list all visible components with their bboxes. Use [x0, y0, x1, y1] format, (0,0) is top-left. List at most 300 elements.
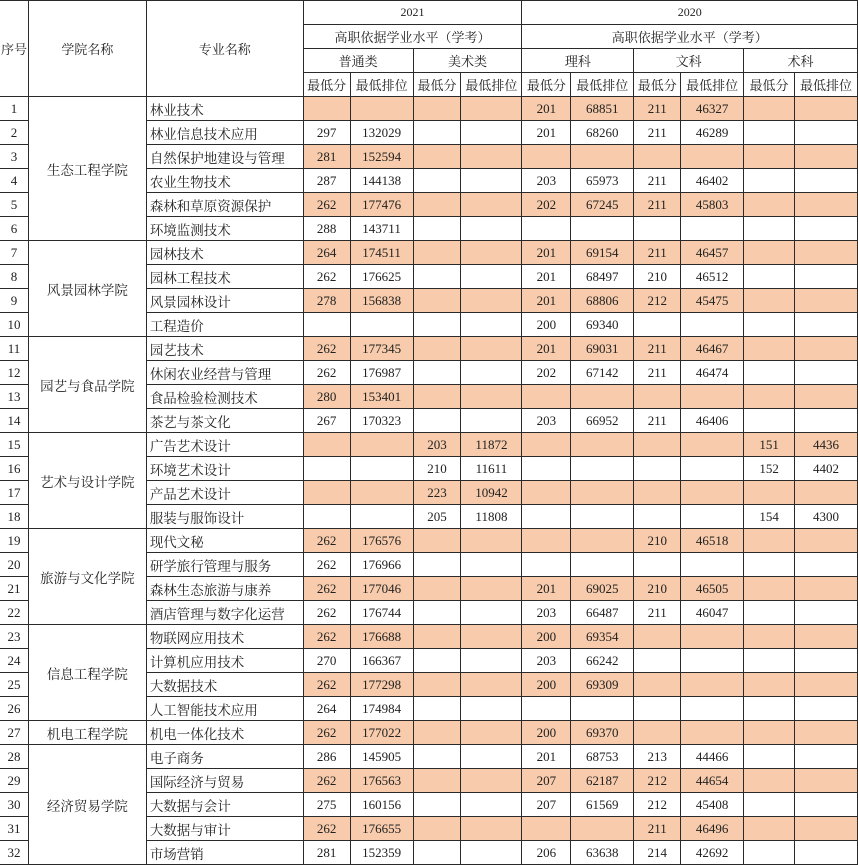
cell-2020-arts-min-score: 213 — [634, 745, 681, 769]
cell-2021-art-min-rank — [461, 601, 522, 625]
cell-2020-science-min-score — [522, 481, 571, 505]
cell-2020-skill-min-score — [744, 121, 795, 145]
cell-2020-skill-min-rank — [795, 385, 858, 409]
cell-2020-science-min-rank — [571, 433, 634, 457]
cell-major: 机电一体化技术 — [146, 721, 303, 745]
cell-major: 计算机应用技术 — [146, 649, 303, 673]
cell-2021-art-min-rank — [461, 553, 522, 577]
table-row — [0, 745, 858, 769]
cell-2020-skill-min-rank — [795, 481, 858, 505]
cell-major: 工程造价 — [146, 313, 303, 337]
cell-2020-arts-min-rank: 46406 — [681, 409, 744, 433]
cell-2021-general-min-score: 270 — [303, 649, 350, 673]
cell-seq: 9 — [0, 289, 28, 313]
cell-2020-arts-min-score — [634, 481, 681, 505]
cell-2020-arts-min-rank: 46518 — [681, 529, 744, 553]
cell-seq: 4 — [0, 169, 28, 193]
cell-major: 风景园林设计 — [146, 289, 303, 313]
cell-2020-skill-min-score — [744, 169, 795, 193]
cell-2020-science-min-rank — [571, 697, 634, 721]
cell-2021-art-min-rank — [461, 289, 522, 313]
cell-2020-arts-min-rank — [681, 313, 744, 337]
cell-2021-general-min-rank — [350, 481, 413, 505]
cell-2020-science-min-score — [522, 457, 571, 481]
cell-2020-skill-min-score — [744, 601, 795, 625]
header-2020-arts: 文科 — [634, 49, 744, 73]
cell-2020-science-min-rank — [571, 817, 634, 841]
cell-2020-science-min-rank: 67142 — [571, 361, 634, 385]
cell-major: 森林和草原资源保护 — [146, 193, 303, 217]
table-row — [0, 625, 858, 649]
cell-2020-arts-min-score: 214 — [634, 841, 681, 865]
cell-2021-general-min-rank: 143711 — [350, 217, 413, 241]
cell-2021-art-min-rank — [461, 97, 522, 121]
cell-2021-general-min-score — [303, 481, 350, 505]
cell-2020-arts-min-rank — [681, 505, 744, 529]
cell-2020-science-min-score — [522, 217, 571, 241]
cell-2021-art-min-score — [413, 721, 461, 745]
header-min-rank: 最低排位 — [571, 73, 634, 97]
cell-2021-art-min-score — [413, 361, 461, 385]
cell-2020-skill-min-rank — [795, 673, 858, 697]
cell-2020-skill-min-score — [744, 841, 795, 865]
cell-2020-science-min-rank — [571, 385, 634, 409]
cell-2020-arts-min-score — [634, 457, 681, 481]
header-min-score: 最低分 — [303, 73, 350, 97]
cell-seq: 7 — [0, 241, 28, 265]
cell-college: 经济贸易学院 — [28, 745, 146, 865]
cell-2020-arts-min-rank — [681, 385, 744, 409]
cell-2020-science-min-score: 207 — [522, 793, 571, 817]
cell-seq: 18 — [0, 505, 28, 529]
cell-2020-skill-min-score — [744, 385, 795, 409]
cell-2021-art-min-rank — [461, 145, 522, 169]
cell-2020-arts-min-score — [634, 697, 681, 721]
cell-seq: 14 — [0, 409, 28, 433]
cell-2021-general-min-score: 262 — [303, 553, 350, 577]
cell-2020-skill-min-score — [744, 361, 795, 385]
cell-2021-art-min-score — [413, 169, 461, 193]
cell-2020-arts-min-score — [634, 649, 681, 673]
cell-2020-science-min-score: 202 — [522, 193, 571, 217]
cell-major: 现代文秘 — [146, 529, 303, 553]
cell-2020-science-min-score: 203 — [522, 649, 571, 673]
cell-2020-skill-min-score — [744, 289, 795, 313]
cell-2020-skill-min-rank: 4402 — [795, 457, 858, 481]
cell-2021-art-min-score — [413, 289, 461, 313]
cell-2020-skill-min-score — [744, 97, 795, 121]
cell-2021-general-min-rank: 177345 — [350, 337, 413, 361]
cell-2020-skill-min-score — [744, 337, 795, 361]
cell-2020-arts-min-rank: 44466 — [681, 745, 744, 769]
cell-2020-skill-min-score — [744, 745, 795, 769]
cell-seq: 27 — [0, 721, 28, 745]
cell-major: 电子商务 — [146, 745, 303, 769]
cell-2021-art-min-rank: 11611 — [461, 457, 522, 481]
cell-2020-arts-min-rank — [681, 697, 744, 721]
cell-2020-science-min-score: 201 — [522, 121, 571, 145]
cell-2021-art-min-score: 203 — [413, 433, 461, 457]
cell-2021-art-min-score — [413, 745, 461, 769]
cell-seq: 12 — [0, 361, 28, 385]
cell-2020-arts-min-rank: 46289 — [681, 121, 744, 145]
cell-2020-science-min-rank: 69354 — [571, 625, 634, 649]
cell-2020-skill-min-rank — [795, 601, 858, 625]
cell-2020-skill-min-rank — [795, 361, 858, 385]
cell-2021-general-min-score — [303, 433, 350, 457]
cell-2021-general-min-score: 275 — [303, 793, 350, 817]
cell-2020-science-min-score: 201 — [522, 745, 571, 769]
cell-2020-arts-min-score: 211 — [634, 241, 681, 265]
cell-major: 茶艺与茶文化 — [146, 409, 303, 433]
cell-2020-arts-min-rank: 46402 — [681, 169, 744, 193]
cell-2021-art-min-rank — [461, 625, 522, 649]
table-row — [0, 241, 858, 265]
cell-2020-arts-min-rank: 44654 — [681, 769, 744, 793]
cell-2021-art-min-score — [413, 409, 461, 433]
cell-2020-science-min-rank: 68851 — [571, 97, 634, 121]
cell-2021-art-min-score — [413, 313, 461, 337]
cell-2020-arts-min-rank: 46474 — [681, 361, 744, 385]
cell-2020-science-min-score — [522, 817, 571, 841]
cell-2020-arts-min-rank — [681, 145, 744, 169]
cell-2020-skill-min-score — [744, 481, 795, 505]
cell-2020-science-min-rank: 61569 — [571, 793, 634, 817]
cell-2021-general-min-score: 286 — [303, 745, 350, 769]
cell-2021-general-min-rank — [350, 97, 413, 121]
header-min-rank: 最低排位 — [461, 73, 522, 97]
cell-2020-skill-min-score — [744, 673, 795, 697]
cell-2021-general-min-rank — [350, 313, 413, 337]
cell-major: 产品艺术设计 — [146, 481, 303, 505]
cell-2020-science-min-score: 201 — [522, 265, 571, 289]
cell-2020-arts-min-score: 211 — [634, 601, 681, 625]
cell-2020-science-min-rank — [571, 145, 634, 169]
cell-2020-arts-min-score — [634, 505, 681, 529]
cell-2021-art-min-rank — [461, 841, 522, 865]
cell-2020-skill-min-rank — [795, 529, 858, 553]
cell-2020-skill-min-rank — [795, 241, 858, 265]
cell-seq: 10 — [0, 313, 28, 337]
table-header — [0, 1, 858, 97]
cell-2020-arts-min-rank: 45475 — [681, 289, 744, 313]
cell-2020-science-min-score: 206 — [522, 841, 571, 865]
cell-2020-science-min-rank: 69340 — [571, 313, 634, 337]
cell-2021-general-min-rank: 176987 — [350, 361, 413, 385]
cell-2020-arts-min-score: 210 — [634, 265, 681, 289]
cell-2020-skill-min-score — [744, 649, 795, 673]
cell-2021-art-min-score — [413, 265, 461, 289]
cell-2020-science-min-score: 203 — [522, 409, 571, 433]
cell-major: 服装与服饰设计 — [146, 505, 303, 529]
cell-2021-art-min-rank — [461, 169, 522, 193]
cell-seq: 1 — [0, 97, 28, 121]
cell-2020-science-min-score — [522, 385, 571, 409]
cell-2021-general-min-score: 262 — [303, 601, 350, 625]
cell-2021-general-min-score: 280 — [303, 385, 350, 409]
cell-2020-arts-min-rank: 46327 — [681, 97, 744, 121]
cell-seq: 17 — [0, 481, 28, 505]
cell-seq: 2 — [0, 121, 28, 145]
cell-2020-skill-min-score — [744, 697, 795, 721]
header-min-score: 最低分 — [634, 73, 681, 97]
cell-2020-arts-min-score: 211 — [634, 337, 681, 361]
cell-2020-skill-min-rank — [795, 817, 858, 841]
cell-2021-art-min-rank — [461, 745, 522, 769]
cell-2021-art-min-rank — [461, 769, 522, 793]
cell-2020-skill-min-score — [744, 193, 795, 217]
cell-2021-general-min-rank: 152594 — [350, 145, 413, 169]
cell-2021-general-min-rank: 176744 — [350, 601, 413, 625]
cell-major: 大数据与审计 — [146, 817, 303, 841]
cell-2021-general-min-score: 262 — [303, 625, 350, 649]
header-2021-general: 普通类 — [303, 49, 413, 73]
cell-2021-art-min-score: 223 — [413, 481, 461, 505]
cell-2021-art-min-rank — [461, 529, 522, 553]
cell-2021-art-min-rank — [461, 793, 522, 817]
cell-2021-art-min-score — [413, 625, 461, 649]
cell-2021-art-min-score — [413, 217, 461, 241]
cell-major: 物联网应用技术 — [146, 625, 303, 649]
cell-2020-science-min-rank: 67245 — [571, 193, 634, 217]
cell-2021-general-min-score: 297 — [303, 121, 350, 145]
cell-2020-skill-min-score — [744, 553, 795, 577]
cell-2020-arts-min-score — [634, 433, 681, 457]
cell-2021-art-min-score — [413, 337, 461, 361]
cell-seq: 25 — [0, 673, 28, 697]
cell-2020-science-min-rank: 65973 — [571, 169, 634, 193]
cell-2021-art-min-rank: 11872 — [461, 433, 522, 457]
cell-2020-arts-min-score: 212 — [634, 769, 681, 793]
cell-2021-art-min-score — [413, 553, 461, 577]
cell-2020-arts-min-rank: 45803 — [681, 193, 744, 217]
cell-college: 机电工程学院 — [28, 721, 146, 745]
cell-2020-arts-min-score — [634, 625, 681, 649]
cell-2020-skill-min-score — [744, 625, 795, 649]
cell-2020-skill-min-rank: 4436 — [795, 433, 858, 457]
cell-2020-science-min-score — [522, 553, 571, 577]
cell-2020-arts-min-score: 211 — [634, 409, 681, 433]
cell-2021-general-min-rank: 170323 — [350, 409, 413, 433]
cell-2020-skill-min-score — [744, 721, 795, 745]
cell-seq: 3 — [0, 145, 28, 169]
table-row — [0, 721, 858, 745]
cell-2020-arts-min-score: 211 — [634, 817, 681, 841]
cell-major: 研学旅行管理与服务 — [146, 553, 303, 577]
cell-2021-art-min-rank — [461, 697, 522, 721]
cell-2021-art-min-rank — [461, 361, 522, 385]
cell-seq: 8 — [0, 265, 28, 289]
cell-2020-arts-min-rank: 46457 — [681, 241, 744, 265]
cell-2021-general-min-rank — [350, 433, 413, 457]
cell-2020-science-min-rank: 69031 — [571, 337, 634, 361]
cell-2020-science-min-rank: 69025 — [571, 577, 634, 601]
cell-2021-general-min-score: 288 — [303, 217, 350, 241]
cell-2021-general-min-score: 281 — [303, 841, 350, 865]
cell-2020-arts-min-rank: 42692 — [681, 841, 744, 865]
cell-2021-art-min-score — [413, 601, 461, 625]
cell-major: 园林工程技术 — [146, 265, 303, 289]
cell-2020-skill-min-score — [744, 409, 795, 433]
cell-2021-general-min-score — [303, 313, 350, 337]
cell-major: 人工智能技术应用 — [146, 697, 303, 721]
cell-2021-general-min-score: 262 — [303, 337, 350, 361]
cell-2020-science-min-rank — [571, 457, 634, 481]
cell-2021-general-min-score: 262 — [303, 265, 350, 289]
cell-2020-skill-min-score: 152 — [744, 457, 795, 481]
cell-2021-general-min-rank: 144138 — [350, 169, 413, 193]
cell-2020-science-min-rank — [571, 553, 634, 577]
cell-2020-skill-min-rank — [795, 649, 858, 673]
cell-2020-skill-min-rank — [795, 97, 858, 121]
cell-2021-general-min-rank: 145905 — [350, 745, 413, 769]
cell-2020-science-min-rank — [571, 481, 634, 505]
cell-2020-science-min-rank: 68753 — [571, 745, 634, 769]
cell-2021-art-min-score — [413, 841, 461, 865]
cell-2020-arts-min-score: 211 — [634, 361, 681, 385]
cell-seq: 24 — [0, 649, 28, 673]
cell-2021-general-min-score: 262 — [303, 673, 350, 697]
cell-2021-art-min-score — [413, 241, 461, 265]
cell-seq: 6 — [0, 217, 28, 241]
cell-major: 林业技术 — [146, 97, 303, 121]
cell-2020-arts-min-score — [634, 553, 681, 577]
cell-college: 园艺与食品学院 — [28, 337, 146, 433]
cell-2020-skill-min-rank — [795, 313, 858, 337]
cell-2021-general-min-rank: 153401 — [350, 385, 413, 409]
cell-college: 生态工程学院 — [28, 97, 146, 241]
cell-2020-skill-min-rank — [795, 121, 858, 145]
cell-major: 林业信息技术应用 — [146, 121, 303, 145]
cell-2021-general-min-rank: 176655 — [350, 817, 413, 841]
cell-2020-arts-min-rank — [681, 553, 744, 577]
cell-seq: 26 — [0, 697, 28, 721]
cell-2021-art-min-rank — [461, 409, 522, 433]
cell-2020-science-min-rank: 69154 — [571, 241, 634, 265]
cell-2021-art-min-score — [413, 577, 461, 601]
table-row — [0, 433, 858, 457]
cell-2020-science-min-score: 200 — [522, 721, 571, 745]
cell-2020-arts-min-score — [634, 721, 681, 745]
cell-2021-general-min-rank: 176688 — [350, 625, 413, 649]
cell-2020-arts-min-rank — [681, 625, 744, 649]
cell-2021-general-min-score — [303, 97, 350, 121]
cell-2021-general-min-rank: 174984 — [350, 697, 413, 721]
cell-2020-skill-min-rank — [795, 625, 858, 649]
cell-2021-general-min-score — [303, 505, 350, 529]
cell-2021-art-min-score — [413, 385, 461, 409]
cell-major: 大数据与会计 — [146, 793, 303, 817]
cell-2021-general-min-score: 262 — [303, 361, 350, 385]
cell-2020-science-min-rank: 66952 — [571, 409, 634, 433]
header-2020-skill: 术科 — [744, 49, 858, 73]
cell-major: 农业生物技术 — [146, 169, 303, 193]
cell-2021-general-min-score: 281 — [303, 145, 350, 169]
cell-2020-science-min-score — [522, 697, 571, 721]
cell-2021-general-min-rank — [350, 457, 413, 481]
cell-2021-general-min-score: 278 — [303, 289, 350, 313]
cell-2020-arts-min-rank — [681, 217, 744, 241]
cell-seq: 22 — [0, 601, 28, 625]
cell-2020-arts-min-rank — [681, 481, 744, 505]
cell-2020-arts-min-score: 210 — [634, 529, 681, 553]
cell-2021-general-min-score: 267 — [303, 409, 350, 433]
cell-2021-art-min-score: 210 — [413, 457, 461, 481]
cell-2021-general-min-score — [303, 457, 350, 481]
cell-2020-skill-min-rank — [795, 337, 858, 361]
cell-seq: 23 — [0, 625, 28, 649]
cell-2021-art-min-rank — [461, 385, 522, 409]
cell-2021-general-min-score: 262 — [303, 817, 350, 841]
cell-2020-arts-min-score — [634, 217, 681, 241]
cell-2021-art-min-score — [413, 793, 461, 817]
cell-2020-skill-min-rank — [795, 409, 858, 433]
cell-seq: 16 — [0, 457, 28, 481]
cell-2020-skill-min-score — [744, 241, 795, 265]
cell-major: 休闲农业经营与管理 — [146, 361, 303, 385]
table-row — [0, 529, 858, 553]
cell-2020-skill-min-score — [744, 529, 795, 553]
cell-2021-art-min-score — [413, 697, 461, 721]
cell-2021-general-min-rank: 177298 — [350, 673, 413, 697]
header-2021-art: 美术类 — [413, 49, 522, 73]
cell-major: 食品检验检测技术 — [146, 385, 303, 409]
cell-2020-skill-min-rank: 4300 — [795, 505, 858, 529]
cell-2020-arts-min-score: 211 — [634, 97, 681, 121]
table-row — [0, 337, 858, 361]
cell-2020-arts-min-rank — [681, 457, 744, 481]
cell-2020-arts-min-rank: 45408 — [681, 793, 744, 817]
header-basis-2020: 高职依据学业水平（学考） — [522, 25, 858, 49]
cell-2020-arts-min-score — [634, 313, 681, 337]
cell-2021-art-min-score — [413, 529, 461, 553]
cell-2021-general-min-rank: 156838 — [350, 289, 413, 313]
cell-major: 市场营销 — [146, 841, 303, 865]
cell-college: 信息工程学院 — [28, 625, 146, 721]
cell-2020-skill-min-rank — [795, 265, 858, 289]
cell-2020-skill-min-score: 154 — [744, 505, 795, 529]
cell-seq: 20 — [0, 553, 28, 577]
cell-2021-art-min-score — [413, 193, 461, 217]
cell-2020-science-min-rank: 69370 — [571, 721, 634, 745]
cell-2020-skill-min-rank — [795, 169, 858, 193]
cell-2021-art-min-rank — [461, 193, 522, 217]
cell-seq: 19 — [0, 529, 28, 553]
cell-2020-science-min-rank: 66487 — [571, 601, 634, 625]
cell-2021-art-min-rank — [461, 673, 522, 697]
cell-major: 环境监测技术 — [146, 217, 303, 241]
cell-2020-science-min-rank: 68806 — [571, 289, 634, 313]
cell-2020-arts-min-rank — [681, 673, 744, 697]
cell-2020-skill-min-score — [744, 265, 795, 289]
cell-2020-science-min-score: 201 — [522, 577, 571, 601]
cell-2020-skill-min-rank — [795, 289, 858, 313]
cell-major: 园艺技术 — [146, 337, 303, 361]
cell-seq: 13 — [0, 385, 28, 409]
cell-2020-science-min-score: 201 — [522, 97, 571, 121]
cell-2020-skill-min-score — [744, 217, 795, 241]
cell-2021-art-min-score — [413, 649, 461, 673]
cell-2020-arts-min-score — [634, 673, 681, 697]
cell-2021-art-min-score — [413, 97, 461, 121]
cell-2021-general-min-rank: 174511 — [350, 241, 413, 265]
cell-2020-skill-min-rank — [795, 769, 858, 793]
cell-2021-general-min-score: 264 — [303, 241, 350, 265]
cell-2020-science-min-score: 201 — [522, 241, 571, 265]
cell-2021-general-min-score: 264 — [303, 697, 350, 721]
cell-2021-general-min-rank: 176563 — [350, 769, 413, 793]
cell-2020-arts-min-rank: 46467 — [681, 337, 744, 361]
